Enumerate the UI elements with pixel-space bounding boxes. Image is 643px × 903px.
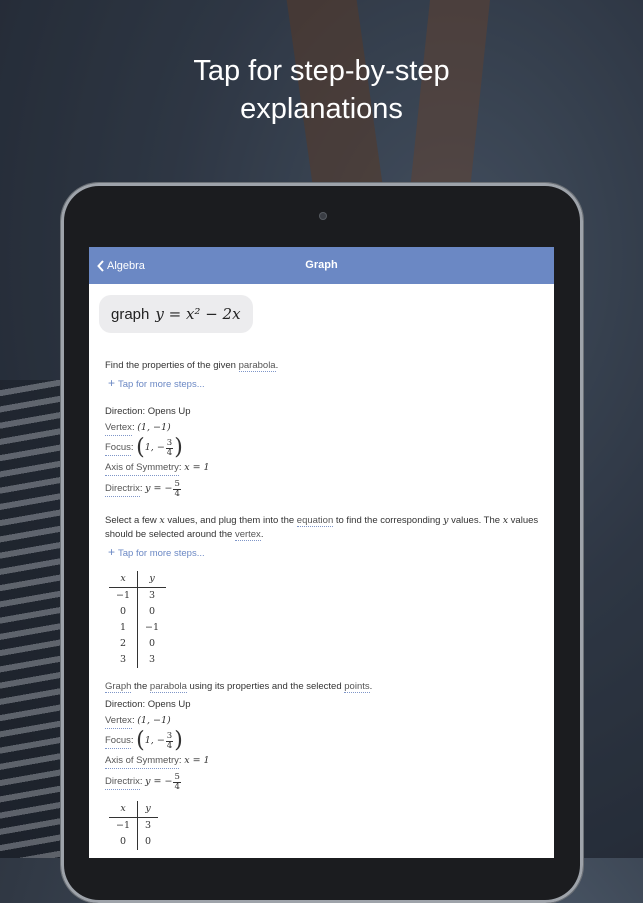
- numerator: 3: [166, 730, 173, 741]
- numerator: 3: [166, 437, 173, 448]
- term-link-focus[interactable]: Focus: [105, 441, 131, 456]
- table-header-y: y: [138, 801, 159, 818]
- term-link-directrix[interactable]: Directrix: [105, 775, 140, 790]
- term-link-graph[interactable]: Graph: [105, 681, 132, 692]
- math-var: x: [502, 515, 509, 526]
- directrix-row: Directrix : y = − $\frac{5}{4}$: [105, 478, 180, 499]
- focus-fraction: [166, 439, 173, 458]
- more-steps-button[interactable]: [108, 545, 545, 561]
- denominator: 4: [174, 488, 180, 499]
- term-link-equation[interactable]: equation: [296, 515, 334, 526]
- step-1-text: [105, 359, 545, 373]
- table-cell: −1: [109, 818, 138, 835]
- table-cell: 3: [145, 820, 152, 831]
- properties-block-2: [105, 697, 545, 795]
- axis-row: Axis of Symmetry : x = 1: [105, 753, 545, 769]
- math-var: x: [159, 515, 165, 526]
- table-row: [109, 604, 166, 620]
- term-link-points[interactable]: points: [344, 681, 370, 692]
- term-link-parabola[interactable]: parabola: [149, 681, 187, 692]
- step-text: using its properties and the selected: [186, 681, 345, 692]
- step-text: values. The: [448, 515, 503, 526]
- table-header-y: y: [138, 571, 167, 588]
- step-text: to find the corresponding: [333, 515, 444, 526]
- step-text: values should be selected around the: [105, 515, 539, 540]
- plus-icon: +: [108, 376, 116, 390]
- step-text: .: [275, 360, 279, 371]
- properties-block: [105, 404, 545, 502]
- camera-icon: [319, 212, 327, 220]
- table-row: [109, 834, 158, 850]
- query-prefix: graph: [111, 305, 150, 323]
- vertex-row: Vertex : (1, −1): [105, 713, 545, 729]
- navigation-bar: [89, 247, 554, 284]
- step-text: Find the properties of the given: [105, 360, 239, 371]
- page-title: Graph: [305, 259, 338, 271]
- directrix-value: y = −: [145, 776, 173, 787]
- directrix-fraction: [173, 773, 180, 792]
- table-cell: 0: [109, 604, 138, 620]
- term-link-axis[interactable]: Axis of Symmetry: [105, 754, 179, 769]
- math-var: y: [443, 515, 449, 526]
- focus-row: Focus : ( 1, − $\frac{3}{4}$ ): [105, 435, 183, 460]
- table-cell: −1: [145, 622, 160, 633]
- table-row: [109, 620, 166, 636]
- more-steps-button[interactable]: [108, 376, 545, 392]
- step-text: the: [131, 681, 150, 692]
- numerator: 5: [174, 771, 180, 782]
- directrix-value: y = −: [145, 483, 173, 494]
- table-cell: 1: [109, 620, 138, 636]
- term-link-parabola[interactable]: parabola: [238, 360, 276, 371]
- denominator: 4: [166, 447, 173, 458]
- table-cell: −1: [109, 588, 138, 605]
- denominator: 4: [166, 740, 173, 751]
- query-bubble[interactable]: [99, 295, 253, 333]
- headline-line-2: explanations: [240, 93, 403, 125]
- vertex-value: (1, −1): [137, 422, 171, 433]
- term-link-vertex[interactable]: Vertex: [105, 421, 132, 436]
- direction-row: Direction: Opens Up: [105, 699, 191, 710]
- step-2-text: [105, 514, 545, 542]
- table-cell: 0: [149, 638, 156, 649]
- promo-headline: [0, 52, 643, 128]
- solution-steps: [105, 359, 545, 850]
- axis-value: x = 1: [184, 462, 210, 473]
- directrix-row: Directrix : y = − $\frac{5}{4}$: [105, 771, 180, 792]
- values-table-2: [109, 801, 158, 850]
- plus-icon: +: [108, 545, 116, 559]
- back-button-label: Algebra: [107, 259, 145, 272]
- table-header-row: [109, 571, 166, 588]
- table-row: [109, 818, 158, 835]
- direction-row: Direction: Opens Up: [105, 406, 191, 417]
- table-header-x: x: [109, 571, 138, 588]
- more-steps-label: Tap for more steps...: [118, 548, 205, 559]
- table-cell: 3: [149, 590, 156, 601]
- table-header-row: [109, 801, 158, 818]
- step-text: values, and plug them into the: [164, 515, 297, 526]
- table-row: [109, 588, 166, 605]
- focus-value: 1, −: [144, 442, 165, 453]
- term-link-focus[interactable]: Focus: [105, 734, 131, 749]
- axis-value: x = 1: [184, 755, 210, 766]
- table-row: [109, 652, 166, 668]
- app-screen: [89, 247, 554, 858]
- table-cell: 0: [109, 834, 138, 850]
- table-cell: 0: [145, 836, 152, 847]
- focus-fraction: [166, 732, 173, 751]
- term-link-directrix[interactable]: Directrix: [105, 482, 140, 497]
- term-link-vertex[interactable]: vertex: [234, 529, 261, 540]
- vertex-row: Vertex : (1, −1): [105, 420, 545, 436]
- step-text: .: [369, 681, 373, 692]
- headline-line-1: Tap for step-by-step: [193, 55, 450, 87]
- numerator: 5: [174, 478, 180, 489]
- vertex-value: (1, −1): [137, 715, 171, 726]
- axis-row: Axis of Symmetry : x = 1: [105, 460, 545, 476]
- table-cell: 3: [149, 654, 156, 665]
- values-table: [109, 571, 166, 668]
- directrix-fraction: [173, 480, 180, 499]
- table-cell: 3: [109, 652, 138, 668]
- table-row: [109, 636, 166, 652]
- term-link-axis[interactable]: Axis of Symmetry: [105, 461, 179, 476]
- term-link-vertex[interactable]: Vertex: [105, 714, 132, 729]
- focus-row: Focus : ( 1, − $\frac{3}{4}$ ): [105, 728, 183, 753]
- step-3-text: [105, 680, 545, 694]
- step-text: .: [260, 529, 264, 540]
- denominator: 4: [174, 781, 180, 792]
- query-expression: y = x² − 2x: [155, 305, 241, 323]
- table-cell: 0: [149, 606, 156, 617]
- more-steps-label: Tap for more steps...: [118, 379, 205, 390]
- focus-value: 1, −: [144, 735, 165, 746]
- table-header-x: x: [109, 801, 138, 818]
- step-text: Select a few: [105, 515, 160, 526]
- table-cell: 2: [109, 636, 138, 652]
